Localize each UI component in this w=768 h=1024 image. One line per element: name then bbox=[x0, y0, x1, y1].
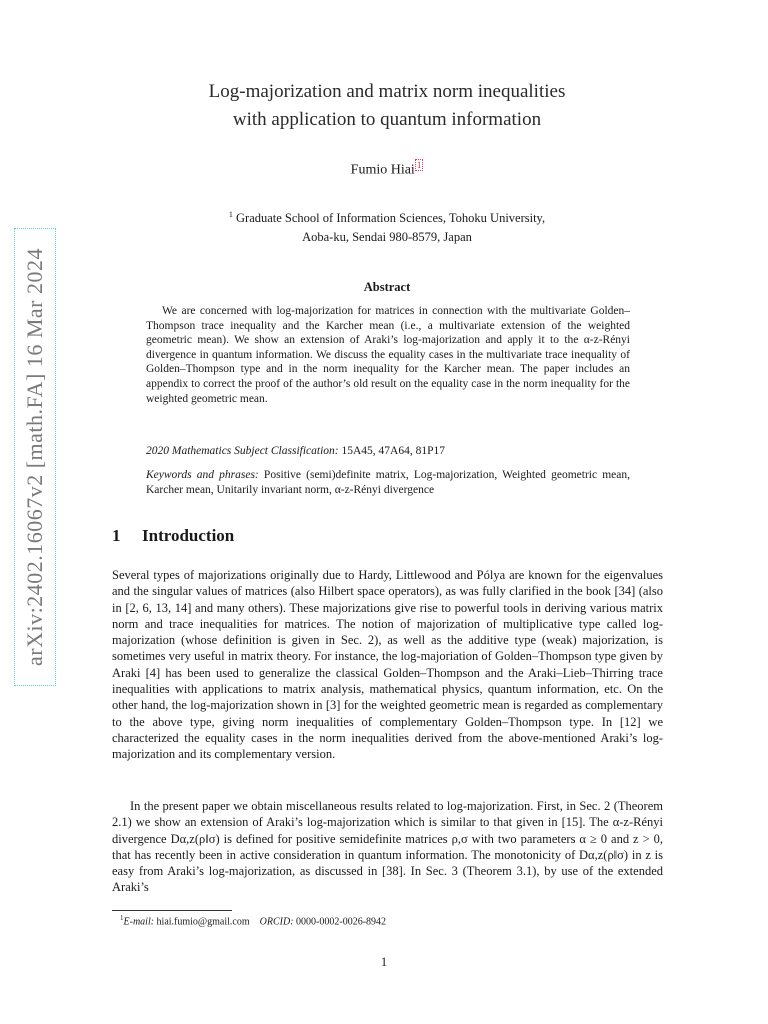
affiliation bbox=[110, 205, 664, 247]
intro-paragraph-1: Several types of majorizations originally due to Hardy, Littlewood and Pólya are known for the eigenvalues and the singular values of matrices (also Hilbert space operators), as was fully clarified in the book [34] (also in [2, 6, 13, 14] and many others). These majorizations give rise to powerful tools in deriving various matrix norm and trace inequalities for matrices. The notion of majorization of multiplicative type called log-majorization (whose definition is given in Sec. 2), as well as the additive type (weak) majorization, is sometimes very useful in matrix theory. For instance, the log-majoriation of Golden–Thompson type given by Araki [4] has been used to generalize the classical Golden–Thompson and the Araki–Lieb–Thirring trace inequalities with applications to matrix analysis, mathematical physics, quantum information, etc. On the other hand, the log-majorization shown in [3] for the weighted geometric mean is regarded as complementary to the above type, giving norm inequalities of complementary Golden–Thompson type. In [12] we characterized the equality cases in the norm inequalities derived from the above-mentioned Araki’s log-majorization and its complementary version. bbox=[112, 568, 663, 762]
footnote-email-label: E-mail: bbox=[123, 916, 155, 928]
keywords-line bbox=[146, 468, 630, 498]
abstract-heading: Abstract bbox=[363, 280, 411, 294]
intro-paragraph-2: In the present paper we obtain miscellaneous results related to log-majorization. First, in Sec. 2 (Theorem 2.1) we show an extension of Araki’s log-majorization which is similar to that given in [15]. The α-z-Rényi divergence Dα,z(ρ‖σ) is defined for positive semidefinite matrices ρ,σ with two parameters α ≥ 0 and z > 0, that has recently been in active consideration in quantum information. The monotonicity of Dα,z(ρ‖σ) in z is easy from Araki’s log-majorization, as discussed in [38]. In Sec. 3 (Theorem 3.1), by use of the extended Araki’s bbox=[112, 799, 663, 895]
author-affiliation-link[interactable]: 1 bbox=[416, 160, 422, 170]
keywords-value: Positive (semi)definite matrix, Log-majorization, Weighted geometric mean, Karcher mean, Unitarily invariant norm, α-z-Rényi divergence bbox=[146, 469, 631, 496]
author-line bbox=[110, 160, 664, 179]
msc-value: 15A45, 47A64, 81P17 bbox=[341, 445, 445, 457]
footnote bbox=[120, 914, 660, 927]
footnote-orcid: 0000-0002-0026-8942 bbox=[296, 916, 387, 928]
footnote-divider bbox=[112, 910, 232, 911]
msc-label: 2020 Mathematics Subject Classification: bbox=[146, 445, 339, 457]
section-heading bbox=[112, 526, 234, 546]
affiliation-line-1: Graduate School of Information Sciences, Tohoku University, bbox=[236, 211, 546, 226]
affiliation-mark: 1 bbox=[228, 210, 233, 219]
msc-line bbox=[146, 444, 630, 459]
page-number: 1 bbox=[380, 955, 388, 969]
section-title: Introduction bbox=[142, 526, 235, 545]
footnote-orcid-label: ORCID: bbox=[259, 916, 294, 928]
footnote-mark: 1 bbox=[120, 914, 124, 922]
section-number: 1 bbox=[112, 526, 121, 545]
abstract-text: We are concerned with log-majorization for matrices in connection with the multivariate Golden–Thompson trace inequality and the Karcher mean (i.e., a multivariate extension of the weighted geometric mean). We show an extension of Araki’s log-majorization and apply it to the α-z-Rényi divergence in quantum information. We discuss the equality cases in the multivariate trace inequality of Golden–Thompson type and in the norm inequality for the Karcher mean. The paper includes an appendix to correct the proof of the author’s old result on the equality case in the norm inequality for the weighted geometric mean. bbox=[146, 305, 630, 405]
arxiv-identifier-stamp[interactable] bbox=[14, 228, 56, 686]
title-line-2: with application to quantum information bbox=[232, 109, 542, 130]
affiliation-line-2: Aoba-ku, Sendai 980-8579, Japan bbox=[302, 230, 472, 245]
paper-title bbox=[110, 78, 664, 134]
footnote-email[interactable]: hiai.fumio@gmail.com bbox=[156, 916, 250, 928]
arxiv-identifier-text: arXiv:2402.16067v2 [math.FA] 16 Mar 2024 bbox=[22, 248, 47, 666]
author-name: Fumio Hiai bbox=[350, 162, 415, 178]
keywords-label: Keywords and phrases: bbox=[146, 469, 259, 481]
title-line-1: Log-majorization and matrix norm inequalities bbox=[208, 81, 566, 102]
